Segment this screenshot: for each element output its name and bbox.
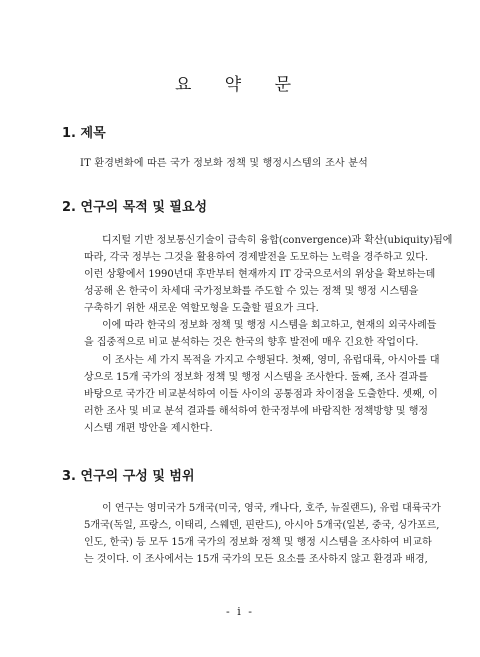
- paragraph: [62, 317, 437, 351]
- text-line: 을 집중적으로 비교 분석하는 것은 한국의 향후 발전에 매우 긴요한 작업이다.: [84, 337, 419, 348]
- text-line: 따라, 각국 정부는 그것을 활용하여 경제발전을 도모하는 노력을 경주하고 있다.: [84, 252, 429, 263]
- paragraph: [62, 500, 441, 568]
- section-heading-scope: 3. 연구의 구성 및 범위: [62, 469, 195, 484]
- section-heading-purpose: 2. 연구의 목적 및 필요성: [62, 200, 208, 215]
- text-line: 는 것이다. 이 조사에서는 15개 국가의 모든 요소를 조사하지 않고 환경과 배경,: [84, 554, 428, 565]
- text-line: 디지털 기반 정보통신기술이 급속히 융합(convergence)과 확산(ubiquity)됨에: [102, 235, 453, 246]
- text-line: 5개국(독일, 프랑스, 이태리, 스웨덴, 핀란드), 아시아 5개국(일본, 중국, 싱가포르,: [84, 520, 440, 531]
- text-line: 인도, 한국) 등 모두 15개 국가의 정보화 정책 및 행정 시스템을 조사하여 비교하: [84, 537, 432, 548]
- text-line: 러한 조사 및 비교 분석 결과를 해석하여 한국정부에 바람직한 정책방향 및 행정: [84, 406, 429, 417]
- text-line: IT 환경변화에 따른 국가 정보화 정책 및 행정시스템의 조사 분석: [80, 158, 368, 169]
- text-line: 성공해 온 한국이 차세대 국가정보화를 주도할 수 있는 정책 및 행정 시스템을: [84, 286, 419, 297]
- text-line: 상으로 15개 국가의 정보화 정책 및 행정 시스템을 조사한다. 둘째, 조사 결과를: [84, 372, 428, 383]
- text-line: 시스템 개편 방안을 제시한다.: [84, 423, 213, 434]
- section-heading-title: 1. 제목: [62, 126, 106, 141]
- paragraph: [62, 232, 453, 317]
- text-line: 구축하기 위한 새로운 역할모형을 도출할 필요가 크다.: [84, 303, 319, 314]
- paragraph: [62, 352, 440, 437]
- text-line: 이런 상황에서 1990년대 후반부터 현재까지 IT 강국으로서의 위상을 확보하는데: [84, 269, 436, 280]
- text-line: 이 조사는 세 가지 목적을 가지고 수행된다. 첫째, 영미, 유럽대륙, 아시아를 대: [102, 355, 440, 366]
- text-line: 이에 따라 한국의 정보화 정책 및 행정 시스템을 회고하고, 현재의 외국사례들: [102, 320, 437, 331]
- topic-text: [80, 155, 420, 172]
- page-title: 요 약 문: [174, 75, 306, 95]
- page-number: - i -: [226, 605, 254, 618]
- text-line: 이 연구는 영미국가 5개국(미국, 영국, 캐나다, 호주, 뉴질랜드), 유럽 대륙국가: [102, 503, 441, 514]
- text-line: 바탕으로 국가간 비교분석하여 이들 사이의 공통점과 차이점을 도출한다. 셋째, 이: [84, 389, 438, 400]
